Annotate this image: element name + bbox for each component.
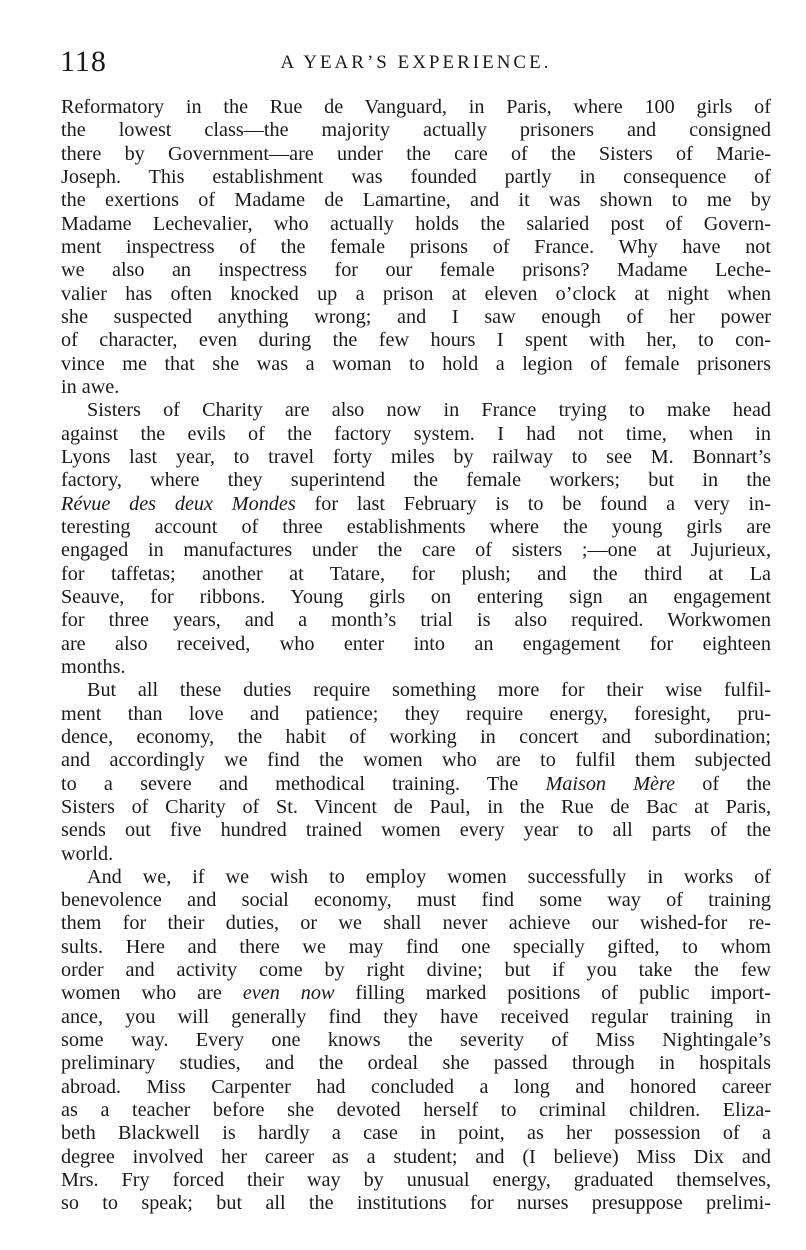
- text-line: Lyons last year, to travel forty miles by railway to see M. Bonnart’s: [61, 445, 771, 468]
- text-line: sends out five hundred trained women every year to all parts of the: [61, 819, 771, 842]
- text-line: vince me that she was a woman to hold a legion of female prisoners: [61, 352, 771, 375]
- text-line: there by Government—are under the care of the Sisters of Marie-: [61, 142, 771, 165]
- running-head: [60, 44, 772, 84]
- text-line: Reformatory in the Rue de Vanguard, in Paris, where 100 girls of: [61, 96, 771, 118]
- running-title: A YEAR’S EXPERIENCE.: [280, 52, 552, 73]
- text-line: valier has often knocked up a prison at eleven o’clock at night when: [61, 282, 771, 305]
- text-line: against the evils of the factory system. I had not time, when in: [61, 422, 771, 445]
- text-line: she suspected anything wrong; and I saw enough of her power: [61, 305, 771, 328]
- text-line: Seauve, for ribbons. Young girls on entering sign an engagement: [61, 585, 771, 608]
- paragraph-4: [61, 866, 771, 1216]
- body-text: [61, 96, 771, 1216]
- text-line: And we, if we wish to employ women successfully in works of: [87, 865, 771, 888]
- text-line: in awe.: [61, 375, 120, 398]
- text-line: so to speak; but all the institutions for nurses presuppose prelimi-: [61, 1192, 771, 1215]
- text-line: world.: [61, 842, 114, 865]
- text-line: for three years, and a month’s trial is also required. Workwomen: [61, 609, 771, 632]
- italic-maison-mere: Maison Mère: [545, 772, 676, 795]
- paragraph-1: [61, 96, 771, 399]
- text-line: benevolence and social economy, must find some way of training: [61, 889, 771, 912]
- text-line: ance, you will generally find they have received regular training in: [61, 1005, 771, 1028]
- text-line: [61, 982, 771, 1005]
- text-line: the exertions of Madame de Lamartine, and it was shown to me by: [61, 189, 771, 212]
- text-line: factory, where they superintend the female workers; but in the: [61, 469, 771, 492]
- text-line: for taffetas; another at Tatare, for plush; and the third at La: [61, 562, 771, 585]
- text-line: them for their duties, or we shall never achieve our wished-for re-: [61, 912, 771, 935]
- text-line: are also received, who enter into an engagement for eighteen: [61, 632, 771, 655]
- text-line: of character, even during the few hours I spent with her, to con-: [61, 329, 771, 352]
- text-line: teresting account of three establishments where the young girls are: [61, 515, 771, 538]
- text-line: Madame Lechevalier, who actually holds the salaried post of Govern-: [61, 212, 771, 235]
- text-line: ment than love and patience; they require energy, foresight, pru-: [61, 702, 771, 725]
- text-run: filling marked positions of public import-: [334, 982, 771, 1005]
- text-line: the lowest class—the majority actually prisoners and consigned: [61, 119, 771, 142]
- text-line: [61, 773, 771, 796]
- text-run: women who are: [61, 982, 243, 1005]
- text-line: and accordingly we find the women who are to fulfil them subjected: [61, 749, 771, 772]
- text-line: dence, economy, the habit of working in concert and subordination;: [61, 725, 771, 748]
- text-line: order and activity come by right divine; but if you take the few: [61, 959, 771, 982]
- text-line: as a teacher before she devoted herself to criminal children. Eliza-: [61, 1099, 771, 1122]
- text-line: Sisters of Charity are also now in France trying to make head: [87, 399, 771, 422]
- text-line: some way. Every one knows the severity of Miss Nightingale’s: [61, 1029, 771, 1052]
- text-line: beth Blackwell is hardly a case in point, as her possession of a: [61, 1122, 771, 1145]
- text-line: engaged in manufactures under the care of sisters ;—one at Jujurieux,: [61, 539, 771, 562]
- text-line: Joseph. This establishment was founded partly in consequence of: [61, 165, 771, 188]
- text-run: to a severe and methodical training. The: [61, 772, 546, 795]
- text-line: preliminary studies, and the ordeal she passed through in hospitals: [61, 1052, 771, 1075]
- text-line: degree involved her career as a student; and (I believe) Miss Dix and: [61, 1145, 771, 1168]
- text-line: But all these duties require something more for their wise fulfil-: [87, 679, 771, 702]
- text-line: ment inspectress of the female prisons of France. Why have not: [61, 235, 771, 258]
- text-line: we also an inspectress for our female prisons? Madame Leche-: [61, 259, 771, 282]
- text-run: of the: [675, 772, 771, 795]
- italic-title-revue: Révue des deux Mondes: [61, 492, 296, 515]
- text-run: for last February is to be found a very in-: [295, 492, 771, 515]
- paragraph-3: [61, 679, 771, 866]
- italic-even-now: even now: [242, 982, 335, 1005]
- text-line: Sisters of Charity of St. Vincent de Paul, in the Rue de Bac at Paris,: [61, 795, 771, 818]
- text-line: Mrs. Fry forced their way by unusual energy, graduated themselves,: [61, 1169, 771, 1192]
- text-line: abroad. Miss Carpenter had concluded a long and honored career: [61, 1075, 771, 1098]
- text-line: [61, 493, 771, 516]
- page-number: 118: [60, 45, 107, 78]
- text-line: sults. Here and there we may find one specially gifted, to whom: [61, 935, 771, 958]
- text-line: months.: [61, 655, 126, 678]
- paragraph-2: [61, 399, 771, 679]
